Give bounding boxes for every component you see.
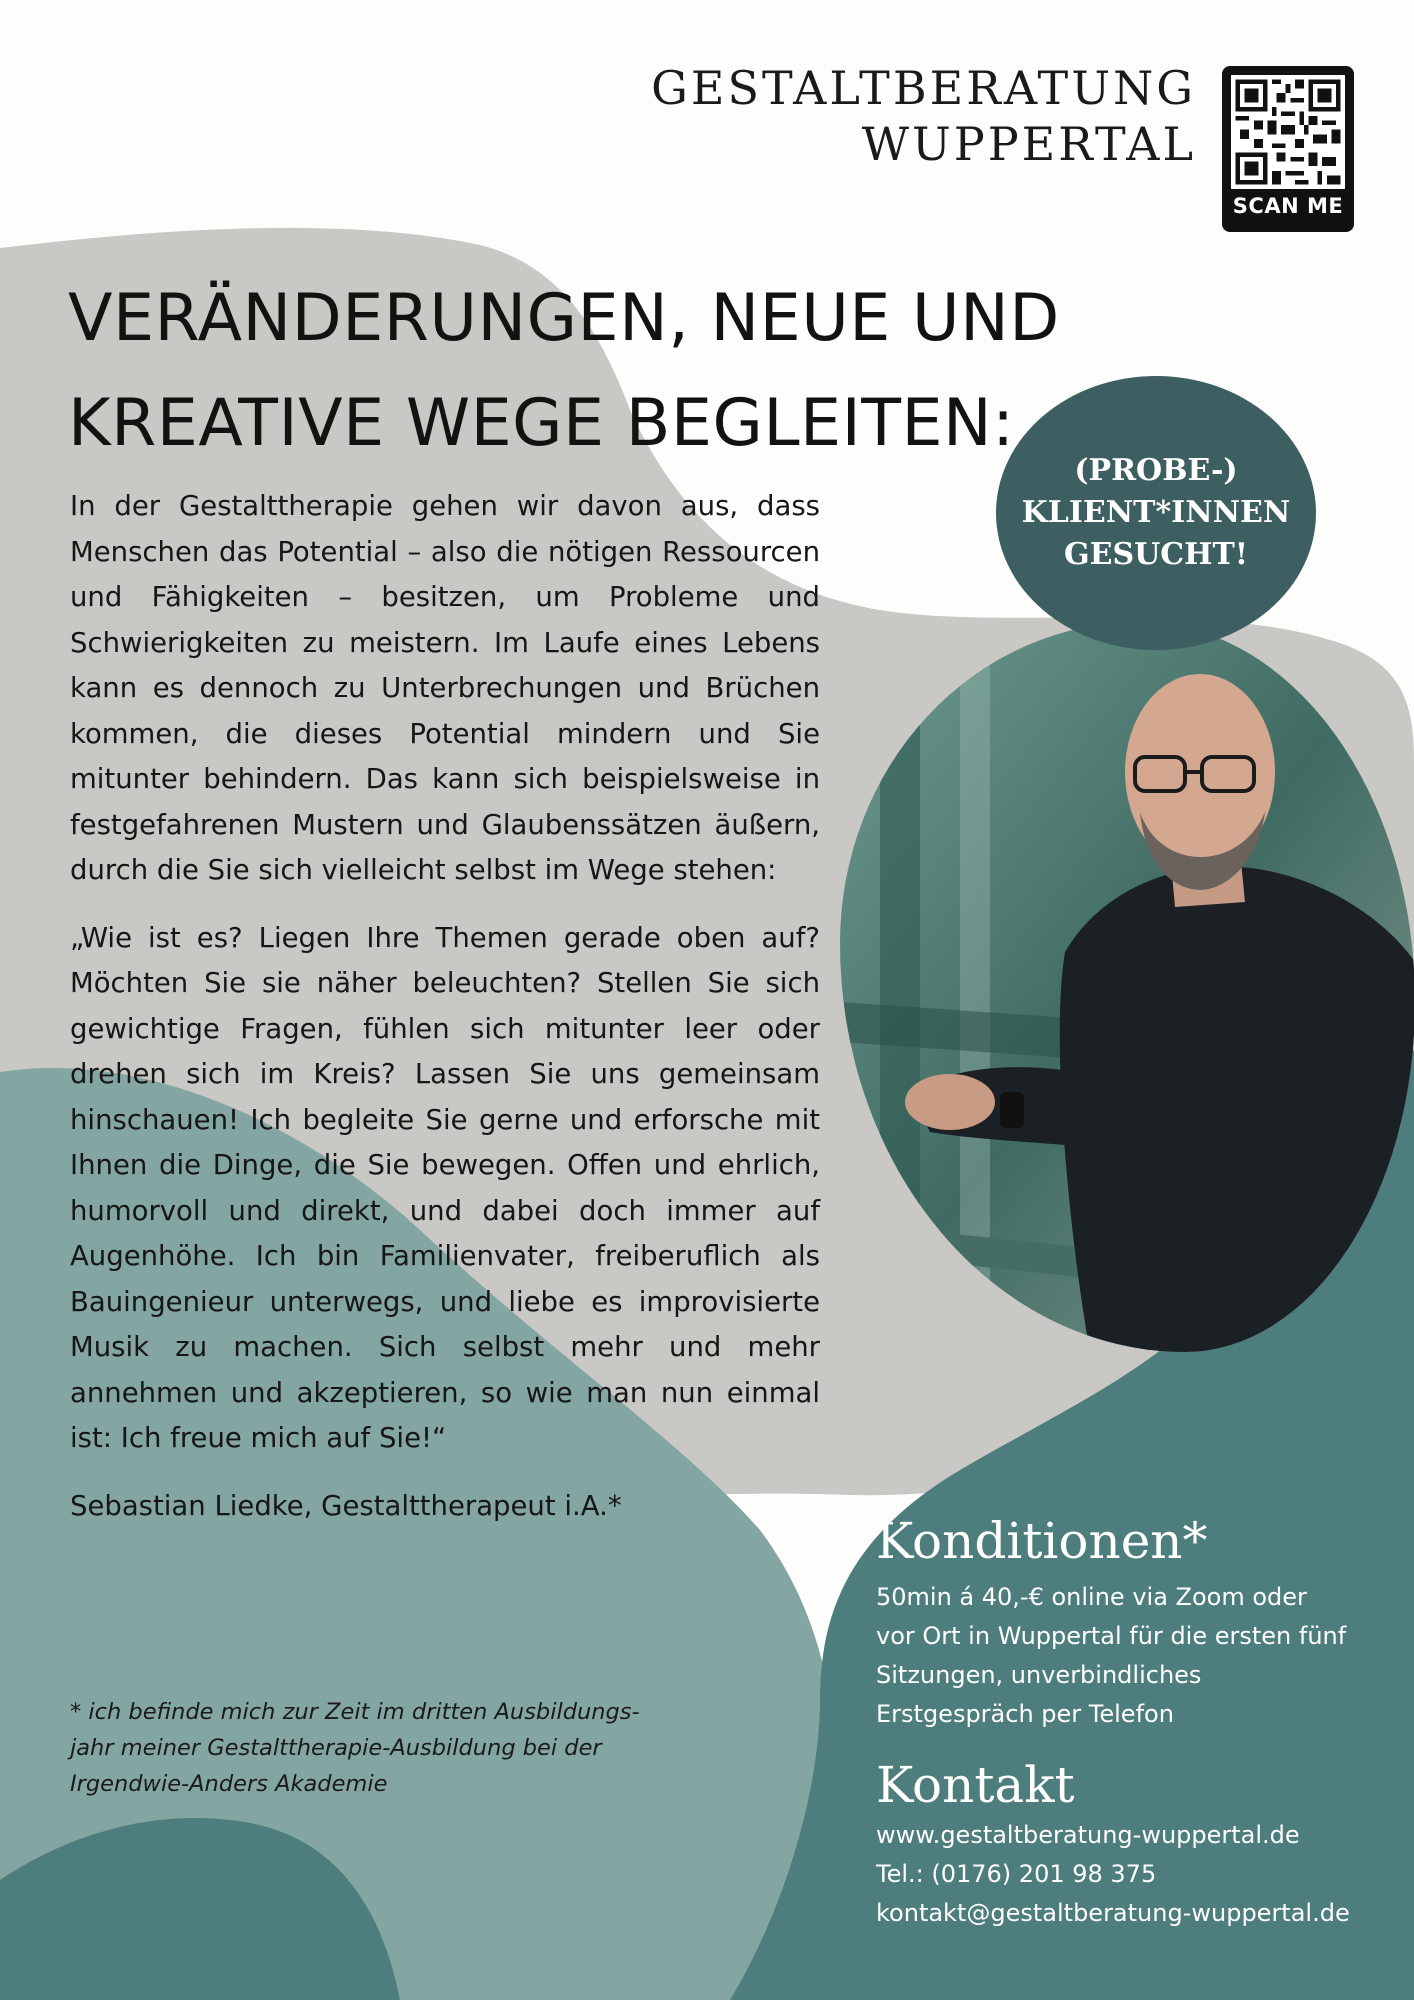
conditions-section — [876, 1508, 1396, 1734]
headline-line-2: KREATIVE WEGE BEGLEITEN: — [68, 386, 1015, 461]
footnote-line-3: Irgendwie-Anders Akademie — [70, 1771, 388, 1797]
contact-title: Kontakt — [876, 1756, 1075, 1814]
footnote-line-2: jahr meiner Gestalttherapie-Ausbildung bei der — [70, 1735, 602, 1761]
conditions-title: Konditionen* — [876, 1512, 1208, 1570]
badge-line-2: KLIENT*INNEN — [1021, 495, 1291, 530]
conditions-line-1: 50min á 40,-€ online via Zoom oder — [876, 1583, 1307, 1611]
quote-paragraph: „Wie ist es? Liegen Ihre Themen gerade oben auf? Möchten Sie sie näher beleuchten? Stellen Sie sich gewichtige Fragen, fühlen sich mitunter leer oder drehen sich im Kreis? Lassen Sie uns gemeinsam hinschauen! Ich begleite Sie gerne und erforsche mit Ihnen die Dinge, die Sie bewegen. Offen und ehrlich, humorvoll und direkt, und dabei doch immer auf Augenhöhe. Ich bin Familienvater, freiberuflich als Bauingenieur unterwegs, und liebe es improvisierte Musik zu machen. Sich selbst mehr und mehr annehmen und akzeptieren, so wie man nun einmal ist: Ich freue mich auf Sie!“ — [70, 921, 820, 1454]
intro-paragraph: In der Gestalttherapie gehen wir davon aus, dass Menschen das Potential – also die nötigen Ressourcen und Fähigkeiten – besitzen, um Probleme und Schwierigkeiten zu meistern. Im Laufe eines Lebens kann es dennoch zu Unterbrechungen und Brüchen kommen, die dieses Potential mindern und Sie mitunter behindern. Das kann sich beispielsweise in festgefahrenen Mustern und Glaubenssätzen äußern, durch die Sie sich vielleicht selbst im Wege stehen: — [70, 490, 820, 886]
contact-website-link[interactable]: www.gestaltberatung-wuppertal.de — [876, 1821, 1300, 1849]
brand-line-2: WUPPERTAL — [861, 117, 1196, 171]
badge-line-3: GESUCHT! — [1063, 537, 1248, 572]
conditions-line-2: vor Ort in Wuppertal für die ersten fünf — [876, 1622, 1347, 1650]
signature: Sebastian Liedke, Gestalttherapeut i.A.* — [70, 1489, 622, 1522]
conditions-line-4: Erstgespräch per Telefon — [876, 1700, 1174, 1728]
qr-code-icon — [1231, 75, 1345, 189]
intro-text — [70, 484, 820, 1551]
probe-clients-badge — [996, 376, 1316, 650]
contact-email-link[interactable]: kontakt@gestaltberatung-wuppertal.de — [876, 1899, 1350, 1927]
brand-line-1: GESTALTBERATUNG — [651, 61, 1196, 115]
qr-code[interactable] — [1222, 66, 1354, 232]
headline-line-1: VERÄNDERUNGEN, NEUE UND — [68, 281, 1060, 356]
brand-title — [651, 60, 1196, 172]
footnote — [70, 1694, 690, 1802]
badge-line-1: (PROBE-) — [1074, 453, 1238, 488]
qr-label: SCAN ME — [1232, 194, 1344, 218]
contact-section — [876, 1754, 1414, 1933]
conditions-line-3: Sitzungen, unverbindliches — [876, 1661, 1202, 1689]
footnote-line-1: * ich befinde mich zur Zeit im dritten Ausbildungs- — [70, 1699, 640, 1725]
page-headline — [68, 266, 1068, 476]
contact-phone[interactable]: Tel.: (0176) 201 98 375 — [876, 1860, 1157, 1888]
